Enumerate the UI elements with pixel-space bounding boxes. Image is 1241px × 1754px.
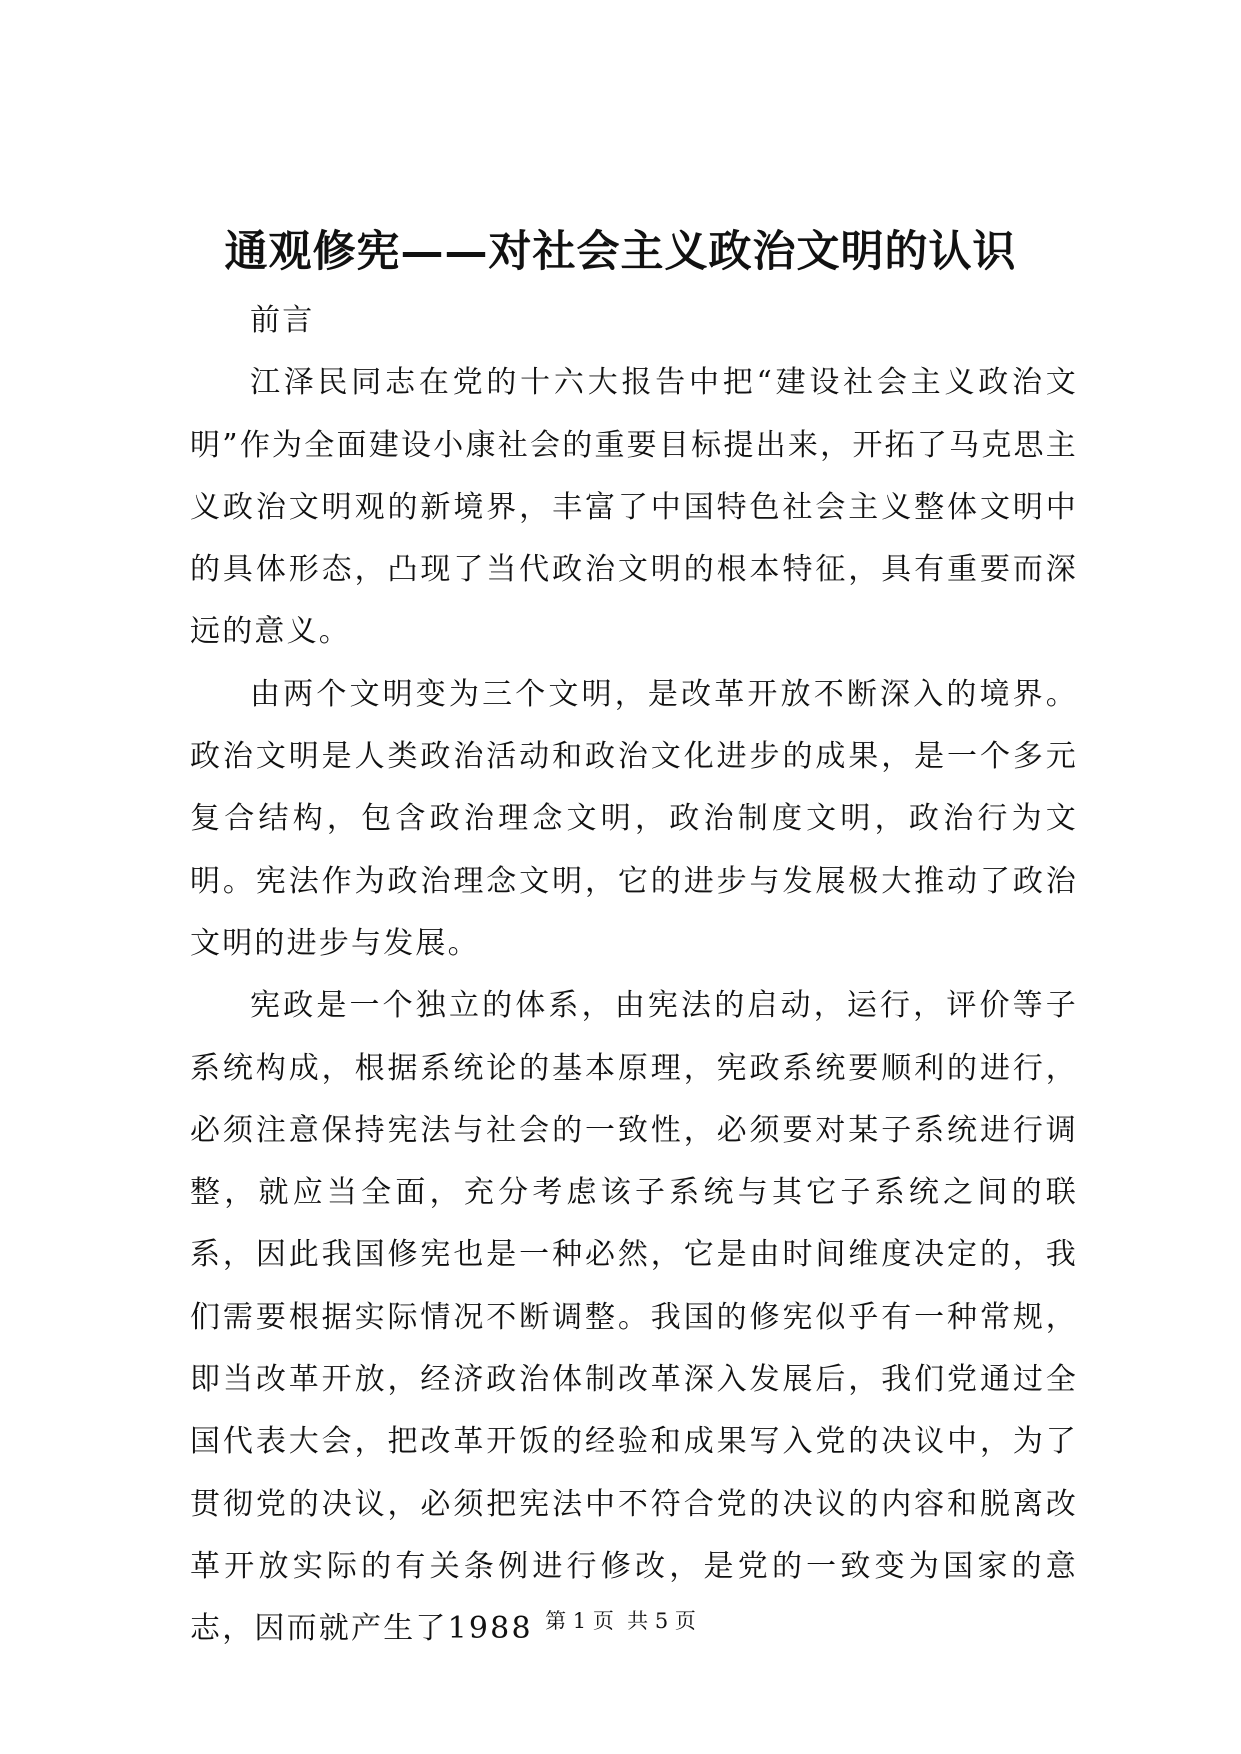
body-paragraph: 由两个文明变为三个文明，是改革开放不断深入的境界。政治文明是人类政治活动和政治文化进步的成果，是一个多元复合结构，包含政治理念文明，政治制度文明，政治行为文明。宪法作为政治理念文明，它的进步与发展极大推动了政治文明的进步与发展。 <box>190 676 1078 961</box>
body-paragraph: 宪政是一个独立的体系，由宪法的启动，运行，评价等子系统构成，根据系统论的基本原理，宪政系统要顺利的进行，必须注意保持宪法与社会的一致性，必须要对某子系统进行调整，就应当全面，充分考虑该子系统与其它子系统之间的联系，因此我国修宪也是一种必然，它是由时间维度决定的，我们需要根据实际情况不断调整。我国的修宪似乎有一种常规，即当改革开放，经济政治体制改革深入发展后，我们党通过全国代表大会，把改革开饭的经验和成果写入党的决议中，为了贯彻党的决议，必须把宪法中不符合党的决议的内容和脱离改革开放实际的有关条例进行修改，是党的一致变为国家的意志，因而就产生了1988 <box>190 988 1078 1647</box>
document-title: 通观修宪——对社会主义政治文明的认识 <box>224 227 1017 277</box>
document-body <box>190 290 1078 1661</box>
preface-heading: 前言 <box>250 303 315 338</box>
page-number-footer: 第 1 页 共 5 页 <box>545 1609 696 1633</box>
body-paragraph: 江泽民同志在党的十六大报告中把“建设社会主义政治文明”作为全面建设小康社会的重要目标提出来，开拓了马克思主义政治文明观的新境界，丰富了中国特色社会主义整体文明中的具体形态，凸现了当代政治文明的根本特征，具有重要而深远的意义。 <box>190 365 1078 650</box>
